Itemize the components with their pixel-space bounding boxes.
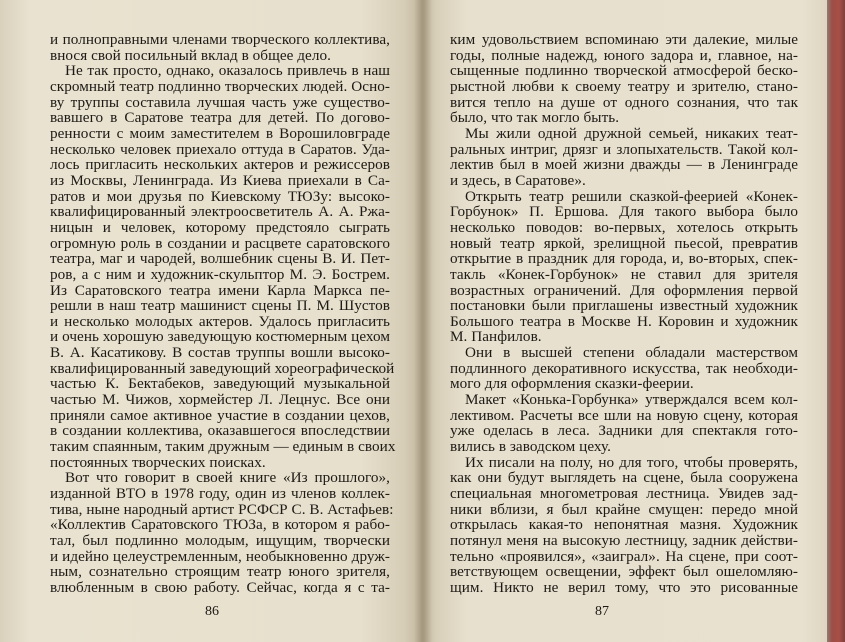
text-line: вавшего в Саратове театра для детей. По догово- [50, 109, 390, 127]
text-line: годы, полные надежд, юного задора и, главное, на- [450, 46, 798, 64]
text-line: щим. Никто не верил тому, что это рисованные [450, 578, 798, 596]
text-line: приняли самое активное участие в создании цехов, [50, 406, 390, 424]
text-line: возрастных ограничений. Для оформления первой [450, 281, 798, 299]
text-line: такль «Конек-Горбунок» не ставил для зрителя [450, 265, 798, 283]
text-line: лектив был в моей жизни дважды — в Ленинграде [450, 156, 798, 174]
text-line: ратов и мои друзья по Киевскому ТЮЗу: высоко- [50, 187, 390, 205]
right-page-text [450, 32, 798, 596]
text-line: открылась какая-то непонятная мазня. Художник [450, 516, 798, 534]
text-line: В. А. Касатикову. В состав труппы вошли высоко- [50, 344, 390, 362]
text-line: Большого театра в Москве Н. Коровин и художник [450, 312, 798, 330]
text-line: постоянных творческих поисках. [50, 453, 266, 471]
text-line: внося свой посильный вклад в общее дело. [50, 46, 331, 64]
text-line: скромный театр подлинно творческих людей. Осно- [50, 77, 390, 95]
text-line: ров, а с ним и художник-скульптор М. Э. Бострем. [50, 265, 390, 283]
text-line: Горбунок» П. Ершова. Для такого выбора было [450, 203, 798, 221]
text-line: как они будут выглядеть на сцене, была сооружена [450, 469, 798, 487]
text-line: М. Панфилов. [450, 328, 542, 346]
text-line: несколько поводов: во-первых, хотелось открыть [450, 218, 798, 236]
text-line: из Москвы, Ленинграда. Из Киева приехали в Са- [50, 171, 390, 189]
text-line: ницын и человек, которому предстояло сыграть [50, 218, 390, 236]
book-spine [414, 0, 432, 642]
text-line: Они в высшей степени обладали мастерством [465, 344, 798, 362]
text-line: сыщенные подлинно творческой атмосферой беско- [450, 62, 798, 80]
text-line: потянул меня на высокую лестницу, задник действи- [450, 532, 798, 549]
text-line: квалифицированный электроосветитель А. А. Ржа- [50, 203, 390, 221]
text-line: Макет «Конька-Горбунка» утверждался всем кол- [465, 391, 798, 409]
text-line: Открыть театр решили сказкой-феерией «Конек- [465, 187, 798, 205]
text-line: в создании коллектива, оказавшегося впоследствии [50, 422, 390, 440]
text-line: квалифицированный заведующий хореографической [50, 359, 395, 377]
text-line: влюбленным в свою работу. Сейчас, когда я с та- [50, 578, 390, 596]
text-line: театра, маг и чародей, волшебник сцены В. И. Пет- [50, 250, 390, 268]
text-line: ву труппы составила лучшая часть уже существо- [50, 93, 390, 111]
text-line: частью К. Бектабеков, заведующий музыкальной [50, 375, 390, 393]
text-line: тал, был подлинно молодым, ищущим, творчески [50, 532, 390, 549]
text-line: Вот что говорит в своей книге «Из прошлого», [65, 469, 390, 487]
text-line: ным, сознательно строящим театр юного зрителя, [50, 563, 390, 581]
text-line: и здесь, в Саратове». [450, 171, 586, 189]
text-line: подлинного декоративного искусства, так необходи- [450, 359, 798, 377]
text-line: таким спаянным, таким дружным — единым в своих [50, 438, 396, 456]
text-line: решли в наш театр машинист сцены П. М. Шустов [50, 297, 390, 315]
book-cover-edge [827, 0, 845, 642]
text-line: и несколько молодых актеров. Удалось пригласить [50, 312, 390, 330]
text-line: лось пригласить нескольких актеров и режиссеров [50, 156, 390, 174]
text-line: новый театр яркой, зрелищной пьесой, превратив [450, 234, 798, 252]
left-page [0, 0, 422, 642]
text-line: Их писали на полу, но для того, чтобы проверять, [465, 453, 798, 471]
text-line: Не так просто, однако, оказалось привлечь в наш [65, 62, 390, 80]
text-line: и очень хорошую заведующую костюмерным цехом [50, 328, 390, 346]
text-line: изданной ВТО в 1978 году, один из членов коллек- [50, 485, 390, 503]
text-line: вится тепло на душе от одного сознания, что так [450, 93, 798, 111]
text-line: ники вблизи, я был крайне смущен: передо мной [450, 500, 798, 518]
text-line: ветствующем освещении, эффект был ошеломляю- [450, 563, 798, 581]
text-line: огромную роль в создании и расцвете саратовского [50, 234, 390, 252]
text-line: постановки были приглашены известный художник [450, 297, 798, 315]
text-line: тельно «проявился», «заиграл». На сцене, при соот- [450, 547, 798, 565]
text-line: рыстной любви к своему театру и зрителю, стано- [450, 77, 798, 95]
text-line: ким удовольствием вспоминаю эти далекие, милые [450, 31, 798, 48]
text-line: Мы жили одной дружной семьей, никаких теат- [465, 124, 798, 142]
text-line: несколько человек приехало оттуда в Саратов. Уда- [50, 140, 390, 158]
left-page-number: 86 [205, 604, 219, 619]
text-line: ральных интриг, дрязг и злопыхательств. Такой кол- [450, 140, 798, 158]
text-line: вились в заводском цеху. [450, 438, 611, 456]
left-page-text [50, 31, 396, 596]
text-line: тива, ныне народный артист РСФСР С. В. Астафьев: [50, 500, 394, 518]
text-line: и полноправными членами творческого коллектива, [50, 31, 390, 48]
text-line: частью М. Чижов, хормейстер Л. Лецнус. Все они [50, 391, 390, 409]
text-line: уже оделась в леса. Задники для спектакля гото- [450, 422, 798, 440]
text-line: Из Саратовского театра имени Карла Маркса пе- [50, 281, 390, 299]
right-page-number: 87 [595, 604, 609, 619]
text-line: открытие в праздник для города, и, во-вторых, спек- [450, 250, 798, 268]
text-line: было, что так могло быть. [450, 109, 620, 127]
text-line: и идейно целеустремленным, необыкновенно друж- [50, 547, 390, 565]
text-line: специальная многометровая лестница. Увидев зад- [450, 485, 798, 503]
text-line: лективом. Расчеты все шли на новую сцену, которая [450, 406, 798, 424]
text-line: ренности с моим заместителем в Ворошиловграде [50, 124, 390, 142]
text-line: мого для оформления сказки-феерии. [450, 375, 694, 393]
right-page [422, 0, 827, 642]
text-line: «Коллектив Саратовского ТЮЗа, в котором я рабо- [50, 516, 390, 534]
